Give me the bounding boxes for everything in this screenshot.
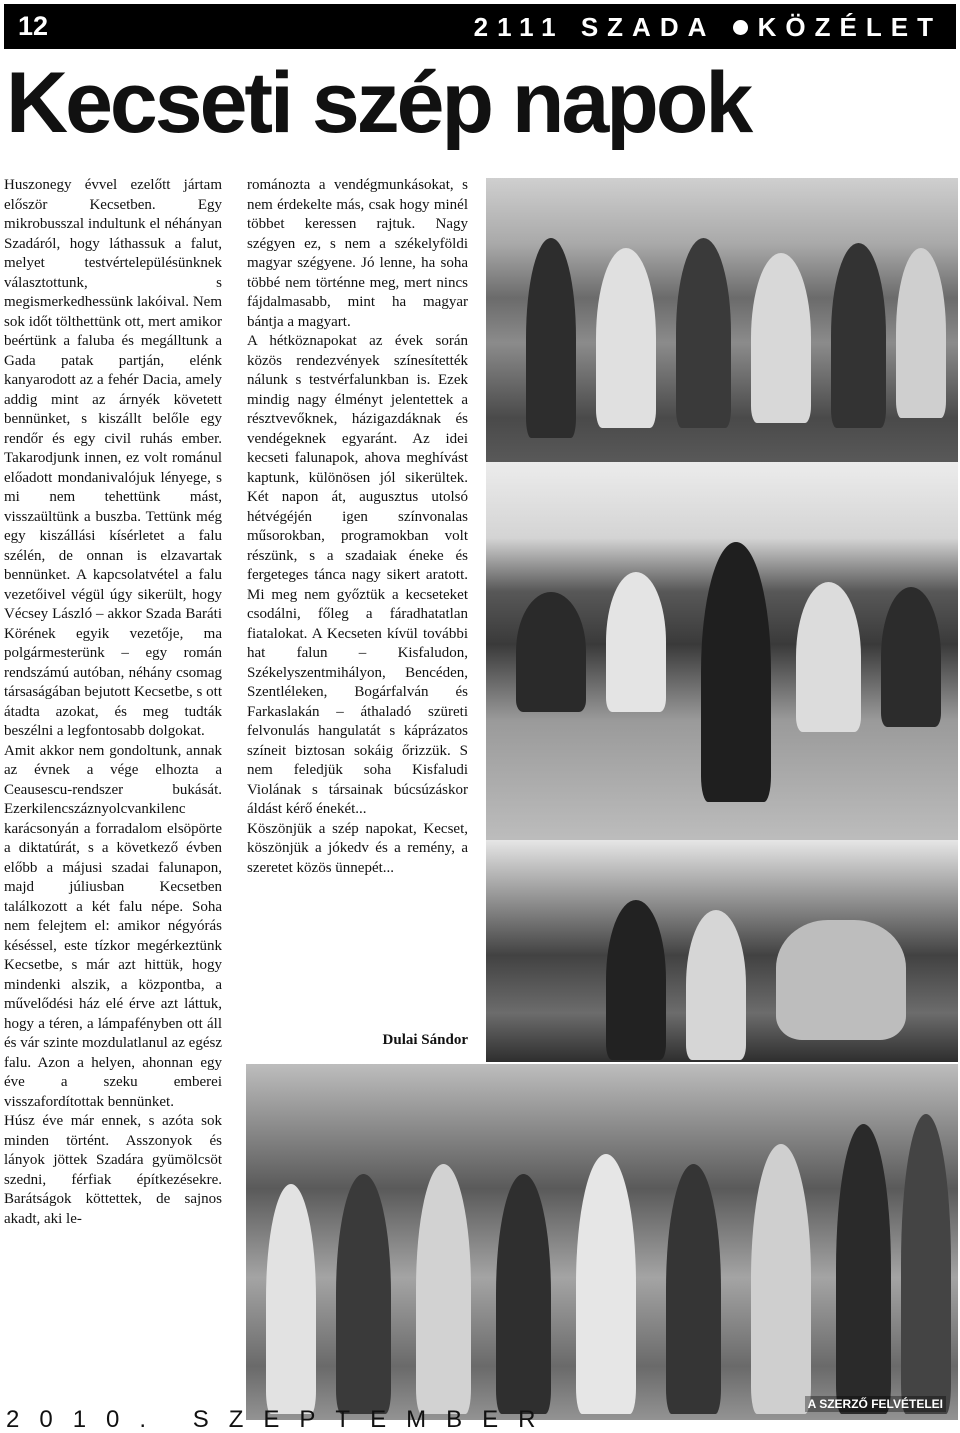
person-figure [676, 238, 731, 428]
paragraph: Húsz éve már ennek, s azóta sok minden történt. Asszonyok és lányok jöttek Szadára gyümölcsöt szedni, férfiak építkezésekre. Barátságok köttettek, de sajnos akadt, aki le- [4, 1113, 222, 1227]
person-figure [701, 542, 771, 802]
paragraph: Köszönjük a szép napokat, Kecset, köszönjük a jókedv és a remény, a szeretet közös ünnepét... [247, 820, 468, 876]
section-category: KÖZÉLET [757, 12, 942, 42]
person-figure [666, 1164, 721, 1414]
person-figure [496, 1174, 551, 1414]
person-figure [901, 1114, 951, 1414]
section-label [474, 12, 942, 43]
person-figure [751, 253, 811, 423]
person-figure [606, 572, 666, 712]
page-number: 12 [18, 11, 49, 41]
photo-credit: A SZERZŐ FELVÉTELEI [805, 1396, 946, 1412]
person-figure [516, 592, 586, 712]
bullet-icon [733, 20, 748, 35]
person-figure [416, 1164, 471, 1414]
paragraph: Huszonegy évvel ezelőtt jártam először Kecsetben. Egy mikrobusszal indultunk el néhányan Szadáról, hogy láthassuk a falut, melyet testvértelepülésünknek választottunk, s megismerkedhessünk lakóival. Nem sok időt tölthettünk ott, mert amikor beértünk a faluba és megálltunk a Gada patak partján, elénk kanyarodott az a fehér Dacia, amely addig mint az árnyék követett bennünket, s kiszállt belőle egy rendőr és egy civil ruhás ember. Takarodjunk innen, ez volt románul előadott mondanivalójuk lényege, s mi nem tehettünk mást, visszaültünk a buszba. Tettünk még egy kiszállási kísérletet a falu szélén, de onnan is elzavartak bennünket. A kapcsolatvétel a falu vezetőivel végül úgy sikerült, hogy Vécsey László – akkor Szada Baráti Körének egyik vezetője, ma polgármesterünk – egy román rendszámú autóban, néhány csomag társaságában bejutott Kecsetbe, s ott átadta azokat, és meg tudták beszélni a legfontosabb dolgokat. [4, 177, 222, 739]
page-header [4, 4, 956, 49]
person-figure [576, 1154, 636, 1414]
person-figure [896, 248, 946, 418]
person-figure [606, 900, 666, 1060]
section-name: 2111 SZADA [473, 12, 715, 42]
horse-figure [776, 920, 906, 1040]
person-figure [881, 587, 941, 727]
person-figure [266, 1184, 316, 1414]
issue-date: 2010. SZEPTEMBER [6, 1406, 556, 1433]
paragraph: Amit akkor nem gondoltunk, annak az évnek a vége elhozta a Ceausescu-rendszer bukását. Ezerkilencszáznyolcvankilenc karácsonyán a forradalom elsöpörte a diktatúrát, s a következő évben előbb a májusi szadai falunapon, majd júliusban Kecsetben találkozott a két falu népe. Soha nem felejtem el: amikor négyórás késéssel, este tízkor megérkeztünk Kecsetbe, s már azt hittük, hogy mindenki alszik, a központba, a művelődési ház elé érve azt láttuk, hogy a téren, a lámpafényben ott áll és vár szinte mozdulatlanul az egész falu. Azon a helyen, ahonnan egy éve a szeku emberei visszafordítottak bennünket. [4, 742, 222, 1110]
photo-harvest-parade [486, 840, 958, 1062]
article-column-1 [4, 176, 222, 1412]
article-column-2 [247, 176, 468, 1036]
person-figure [836, 1124, 891, 1414]
article-author: Dulai Sándor [382, 1032, 468, 1048]
person-figure [336, 1174, 391, 1414]
photo-folk-costume-group [486, 178, 958, 478]
photo-folk-dance [486, 462, 958, 842]
article-title: Kecseti szép napok [6, 55, 751, 151]
person-figure [596, 248, 656, 428]
person-figure [686, 910, 746, 1060]
paragraph: A hétköznapokat az évek során közös rendezvények színesítették nálunk s testvérfalunkban is. Ezek mindig nagy élményt jelentettek a résztvevőknek, házigazdáknak és vendégeknek egyaránt. Az idei kecseti falunapok, ahova meghívást kaptunk, különösen jól sikerültek. Két napon át, augusztus utolsó hétvégéjén igen színvonalas műsorokban, programokban volt részünk, s a szadaiak éneke és fergeteges tánca nagy sikert aratott. Mi meg nem győztük a kecseteket csodálni, főleg a fáradhatatlan fiatalokat. A Kecseten kívül további hat falun – Kisfaludon, Székelyszentmihályon, Bencéden, Szentléleken, Bogárfalván és Farkaslakán – áthaladó szüreti felvonulás hangulatát s káprázatos színeit biztosan sokáig őrizzük. S nem feledjük soha Kisfaludi Violának s társainak búcsúzáskor áldást kérő énekét... [247, 333, 468, 817]
person-figure [751, 1144, 811, 1414]
person-figure [526, 238, 576, 438]
person-figure [796, 582, 861, 732]
paragraph: románozta a vendégmunkásokat, s nem érdekelte más, csak hogy minél többet keressen rajtuk. Nagy szégyen ez, s nem a székelyföldi magyar szégyene. Jó lenne, ha soha többé nem történne meg, mert nincs fájdalmasabb, mint ha magyar bántja a magyart. [247, 177, 468, 330]
photo-group-portrait [246, 1064, 958, 1420]
person-figure [831, 243, 886, 428]
